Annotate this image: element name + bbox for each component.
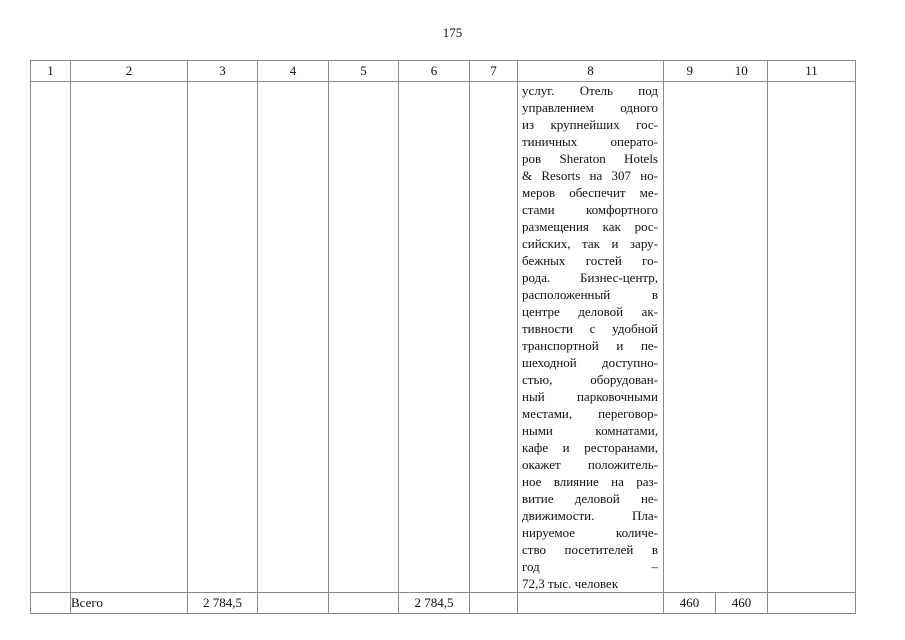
- description-line: тиничных операто-: [522, 134, 658, 149]
- column-header-3: 3: [188, 61, 258, 82]
- description-line: бежных гостей го-: [522, 253, 658, 268]
- description-line: & Resorts на 307 но-: [522, 168, 658, 183]
- cell-col11: [768, 82, 856, 593]
- description-line: ное влияние на раз-: [522, 474, 658, 489]
- table-row: [31, 82, 856, 593]
- cell-col8-description: [518, 82, 664, 593]
- total-col6-value: 2 784,5: [399, 593, 470, 614]
- description-line: окажет положитель-: [522, 457, 658, 472]
- total-col4: [258, 593, 329, 614]
- description-line: сийских, так и зару-: [522, 236, 658, 251]
- column-header-4: 4: [258, 61, 329, 82]
- description-line: кафе и ресторанами,: [522, 440, 658, 455]
- description-line: ров Sheraton Hotels: [522, 151, 658, 166]
- column-header-11: 11: [768, 61, 856, 82]
- description-line: расположенный в: [522, 287, 658, 302]
- total-col9-value: 460: [664, 593, 716, 614]
- description-line: тивности с удобной: [522, 321, 658, 336]
- description-line: местами, переговор-: [522, 406, 658, 421]
- description-line: управлением одного: [522, 100, 658, 115]
- description-line: витие деловой не-: [522, 491, 658, 506]
- description-line: ными комнатами,: [522, 423, 658, 438]
- total-row: [31, 593, 856, 614]
- cell-col9-10: [664, 82, 768, 593]
- cell-col1: [31, 82, 71, 593]
- column-number-row: [31, 61, 856, 82]
- cell-col3: [188, 82, 258, 593]
- cell-col2: [71, 82, 188, 593]
- total-col10-value: 460: [716, 593, 768, 614]
- column-header-7: 7: [470, 61, 518, 82]
- description-line: шеходной доступно-: [522, 355, 658, 370]
- total-col8: [518, 593, 664, 614]
- description-line: размещения как рос-: [522, 219, 658, 234]
- investment-table: [30, 60, 856, 614]
- description-line: из крупнейших гос-: [522, 117, 658, 132]
- description-line: движимости. Пла-: [522, 508, 658, 523]
- column-header-5: 5: [329, 61, 399, 82]
- description-line: год –: [522, 559, 658, 574]
- column-header-9-10: [664, 61, 768, 82]
- description-line: меров обеспечит ме-: [522, 185, 658, 200]
- description-line: транспортной и пе-: [522, 338, 658, 353]
- total-col1: [31, 593, 71, 614]
- description-line: ный парковочными: [522, 389, 658, 404]
- total-col7: [470, 593, 518, 614]
- description-line: стами комфортного: [522, 202, 658, 217]
- total-col5: [329, 593, 399, 614]
- total-label: Всего: [71, 593, 188, 614]
- description-line: центре деловой ак-: [522, 304, 658, 319]
- total-col3-value: 2 784,5: [188, 593, 258, 614]
- description-line: рода. Бизнес-центр,: [522, 270, 658, 285]
- cell-col4: [258, 82, 329, 593]
- column-header-1: 1: [31, 61, 71, 82]
- description-line: 72,3 тыс. человек: [522, 576, 619, 591]
- page-number: 175: [442, 25, 463, 40]
- column-header-2: 2: [71, 61, 188, 82]
- description-line: услуг. Отель под: [522, 83, 658, 98]
- project-description-text: [518, 82, 663, 592]
- column-header-9: 9: [686, 63, 693, 78]
- cell-col7: [470, 82, 518, 593]
- description-line: стью, оборудован-: [522, 372, 658, 387]
- column-header-10: 10: [734, 63, 748, 78]
- column-header-8: 8: [518, 61, 664, 82]
- description-line: нируемое количе-: [522, 525, 658, 540]
- column-header-6: 6: [399, 61, 470, 82]
- total-col11: [768, 593, 856, 614]
- description-line: ство посетителей в: [522, 542, 658, 557]
- cell-col5: [329, 82, 399, 593]
- cell-col6: [399, 82, 470, 593]
